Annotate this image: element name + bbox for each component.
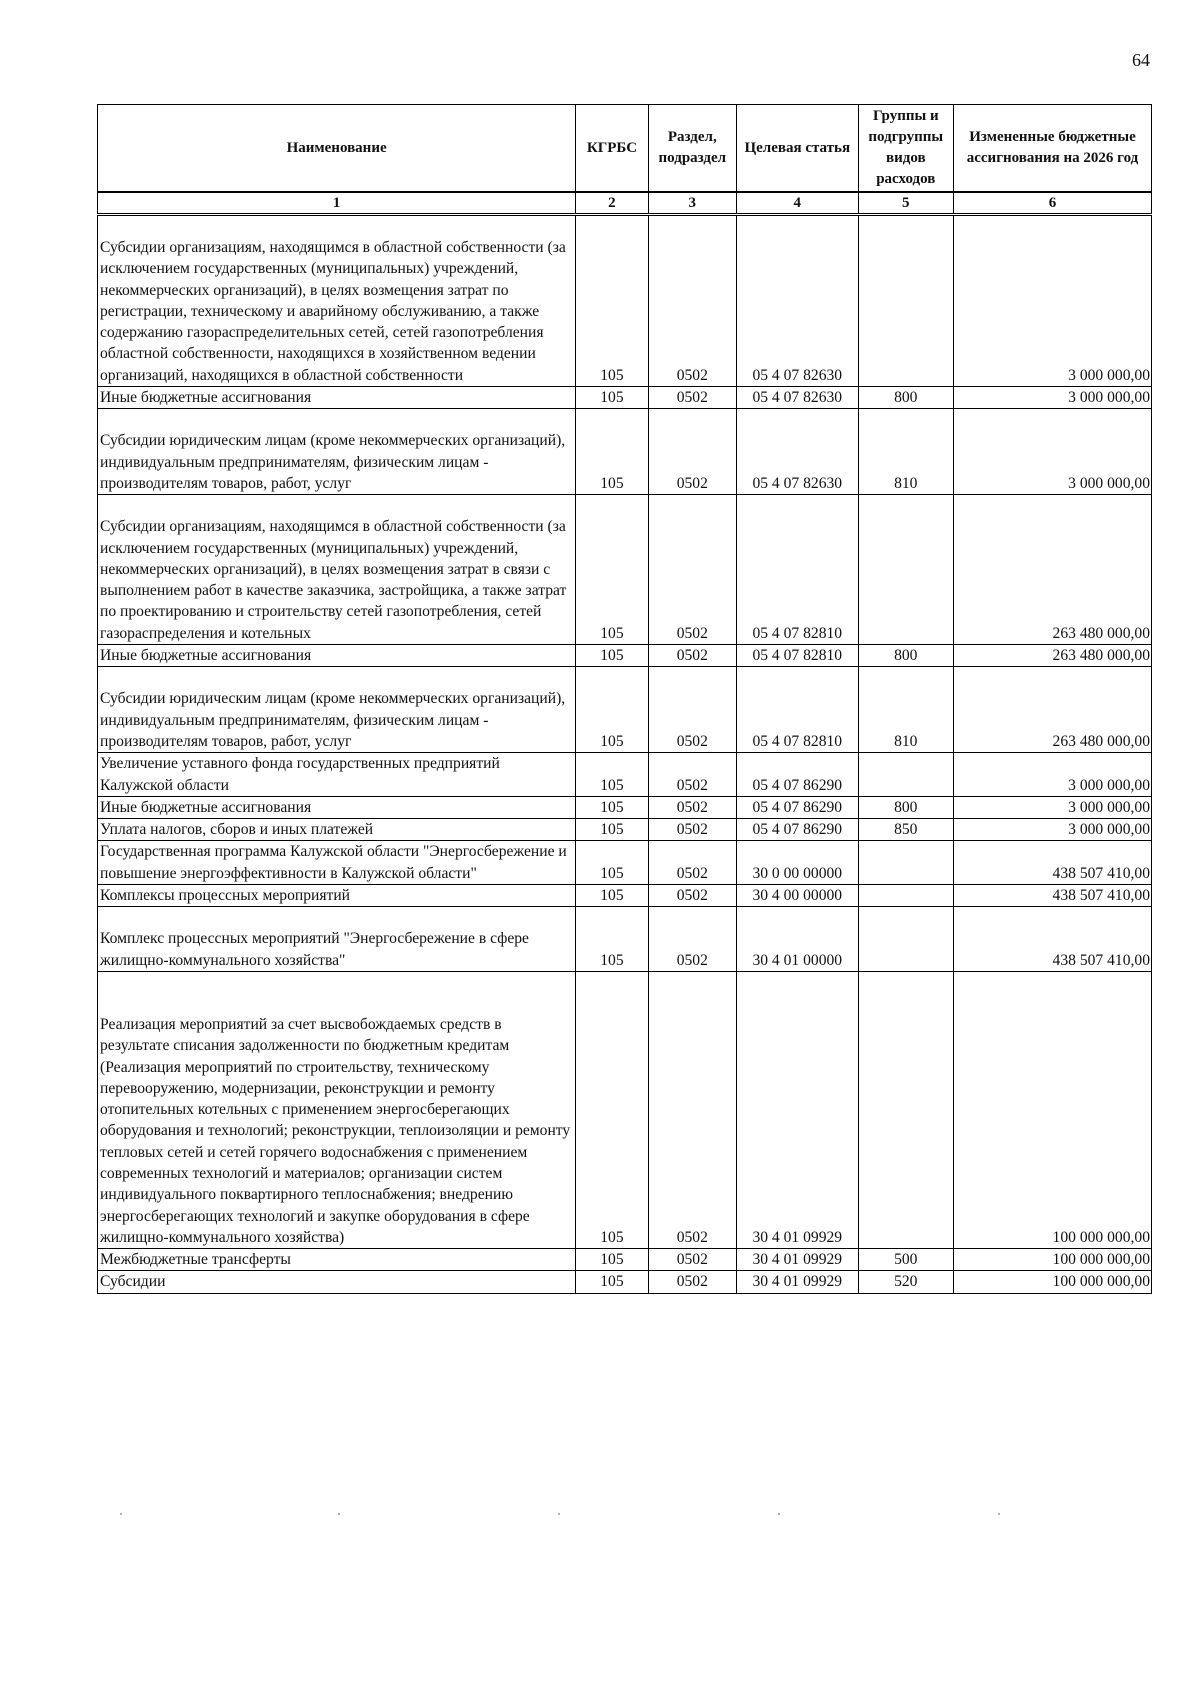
header-amount: Измененные бюджетные ассигнования на 2026 год (954, 105, 1152, 193)
table-row (98, 819, 1152, 841)
row-group (858, 841, 953, 885)
row-group: 800 (858, 796, 953, 818)
row-kgrbs: 105 (576, 907, 648, 972)
column-number: 1 (98, 192, 576, 215)
row-amount: 3 000 000,00 (954, 819, 1152, 841)
row-target: 05 4 07 86290 (737, 753, 859, 797)
row-section: 0502 (648, 841, 736, 885)
row-target: 05 4 07 82630 (737, 387, 859, 409)
row-group (858, 753, 953, 797)
row-amount: 3 000 000,00 (954, 387, 1152, 409)
row-name: Субсидии юридическим лицам (кроме некоммерческих организаций), индивидуальным предпринимателям, физическим лицам - производителям товаров, работ, услуг (98, 667, 576, 753)
table-row (98, 645, 1152, 667)
row-name: Иные бюджетные ассигнования (98, 645, 576, 667)
row-name: Иные бюджетные ассигнования (98, 387, 576, 409)
column-number: 5 (858, 192, 953, 215)
column-number: 2 (576, 192, 648, 215)
row-target: 30 4 00 00000 (737, 885, 859, 907)
table-row (98, 753, 1152, 797)
page-number: 64 (1132, 50, 1150, 70)
row-amount: 3 000 000,00 (954, 796, 1152, 818)
row-section: 0502 (648, 495, 736, 645)
row-section: 0502 (648, 907, 736, 972)
row-group: 800 (858, 387, 953, 409)
row-group (858, 907, 953, 972)
table-row (98, 907, 1152, 972)
row-target: 05 4 07 82810 (737, 645, 859, 667)
row-target: 05 4 07 82810 (737, 495, 859, 645)
row-name: Государственная программа Калужской области "Энергосбережение и повышение энергоэффективности в Калужской области" (98, 841, 576, 885)
header-target: Целевая статья (737, 105, 859, 193)
table-row (98, 885, 1152, 907)
row-group (858, 885, 953, 907)
row-target: 05 4 07 82630 (737, 215, 859, 387)
row-section: 0502 (648, 1271, 736, 1293)
row-name: Уплата налогов, сборов и иных платежей (98, 819, 576, 841)
row-amount: 263 480 000,00 (954, 667, 1152, 753)
row-section: 0502 (648, 1249, 736, 1271)
row-name: Субсидии (98, 1271, 576, 1293)
column-number-row (98, 192, 1152, 215)
row-target: 05 4 07 86290 (737, 819, 859, 841)
row-group (858, 971, 953, 1248)
scan-artifact-dots (120, 1513, 1020, 1517)
row-group: 520 (858, 1271, 953, 1293)
row-name: Комплексы процессных мероприятий (98, 885, 576, 907)
row-amount: 438 507 410,00 (954, 841, 1152, 885)
table-row (98, 841, 1152, 885)
row-amount: 3 000 000,00 (954, 215, 1152, 387)
row-amount: 438 507 410,00 (954, 885, 1152, 907)
row-section: 0502 (648, 387, 736, 409)
row-kgrbs: 105 (576, 215, 648, 387)
header-groups: Группы и подгруппы видов расходов (858, 105, 953, 193)
budget-allocations-table (97, 104, 1152, 1294)
table-row (98, 971, 1152, 1248)
row-section: 0502 (648, 645, 736, 667)
row-group (858, 495, 953, 645)
column-number: 4 (737, 192, 859, 215)
row-name: Реализация мероприятий за счет высвобождаемых средств в результате списания задолженности по бюджетным кредитам (Реализация мероприятий по строительству, техническому перевооружению, модернизации, реконструкции и ремонту отопительных котельных с применением энергосберегающих оборудования и технологий; реконструкции, теплоизоляции и ремонту тепловых сетей и сетей горячего водоснабжения с применением современных технологий и материалов; организации систем индивидуального поквартирного теплоснабжения; внедрению энергосберегающих технологий и закупке оборудования в сфере жилищно-коммунального хозяйства) (98, 971, 576, 1248)
row-kgrbs: 105 (576, 753, 648, 797)
row-group (858, 215, 953, 387)
row-target: 30 4 01 09929 (737, 971, 859, 1248)
row-target: 30 4 01 09929 (737, 1249, 859, 1271)
row-group: 500 (858, 1249, 953, 1271)
row-group: 810 (858, 409, 953, 495)
row-section: 0502 (648, 971, 736, 1248)
row-name: Субсидии юридическим лицам (кроме некоммерческих организаций), индивидуальным предпринимателям, физическим лицам - производителям товаров, работ, услуг (98, 409, 576, 495)
table-row (98, 495, 1152, 645)
row-name: Субсидии организациям, находящимся в областной собственности (за исключением государственных (муниципальных) учреждений, некоммерческих организаций), в целях возмещения затрат в связи с выполнением работ в качестве заказчика, застройщика, а также затрат по проектированию и строительству сетей газопотребления, сетей газораспределения и котельных (98, 495, 576, 645)
row-kgrbs: 105 (576, 885, 648, 907)
row-kgrbs: 105 (576, 667, 648, 753)
header-kgrbs: КГРБС (576, 105, 648, 193)
row-amount: 100 000 000,00 (954, 1271, 1152, 1293)
table-row (98, 409, 1152, 495)
row-amount: 438 507 410,00 (954, 907, 1152, 972)
row-name: Субсидии организациям, находящимся в областной собственности (за исключением государственных (муниципальных) учреждений, некоммерческих организаций), в целях возмещения затрат по регистрации, техническому и аварийному обслуживанию, а также содержанию газораспределительных сетей, сетей газопотребления областной собственности, находящихся в хозяйственном ведении организаций, находящихся в областной собственности (98, 215, 576, 387)
column-number: 3 (648, 192, 736, 215)
row-section: 0502 (648, 409, 736, 495)
row-amount: 100 000 000,00 (954, 971, 1152, 1248)
row-kgrbs: 105 (576, 645, 648, 667)
row-section: 0502 (648, 215, 736, 387)
row-name: Увеличение уставного фонда государственных предприятий Калужской области (98, 753, 576, 797)
row-amount: 263 480 000,00 (954, 495, 1152, 645)
row-name: Межбюджетные трансферты (98, 1249, 576, 1271)
row-amount: 100 000 000,00 (954, 1249, 1152, 1271)
row-group: 850 (858, 819, 953, 841)
table-row (98, 387, 1152, 409)
row-amount: 263 480 000,00 (954, 645, 1152, 667)
row-kgrbs: 105 (576, 796, 648, 818)
table-row (98, 796, 1152, 818)
row-target: 05 4 07 82810 (737, 667, 859, 753)
table-row (98, 215, 1152, 387)
row-target: 30 4 01 09929 (737, 1271, 859, 1293)
row-section: 0502 (648, 667, 736, 753)
row-section: 0502 (648, 753, 736, 797)
header-section: Раздел, подраздел (648, 105, 736, 193)
row-group: 800 (858, 645, 953, 667)
row-amount: 3 000 000,00 (954, 753, 1152, 797)
header-name: Наименование (98, 105, 576, 193)
row-kgrbs: 105 (576, 1271, 648, 1293)
row-target: 30 4 01 00000 (737, 907, 859, 972)
row-name: Иные бюджетные ассигнования (98, 796, 576, 818)
row-target: 05 4 07 86290 (737, 796, 859, 818)
row-kgrbs: 105 (576, 495, 648, 645)
table-row (98, 1249, 1152, 1271)
row-section: 0502 (648, 819, 736, 841)
row-target: 05 4 07 82630 (737, 409, 859, 495)
row-group: 810 (858, 667, 953, 753)
row-kgrbs: 105 (576, 387, 648, 409)
row-section: 0502 (648, 796, 736, 818)
table-row (98, 667, 1152, 753)
table-row (98, 1271, 1152, 1293)
row-kgrbs: 105 (576, 409, 648, 495)
table-header-row (98, 105, 1152, 193)
row-target: 30 0 00 00000 (737, 841, 859, 885)
row-kgrbs: 105 (576, 819, 648, 841)
row-name: Комплекс процессных мероприятий "Энергосбережение в сфере жилищно-коммунального хозяйства" (98, 907, 576, 972)
row-kgrbs: 105 (576, 1249, 648, 1271)
row-kgrbs: 105 (576, 971, 648, 1248)
column-number: 6 (954, 192, 1152, 215)
row-amount: 3 000 000,00 (954, 409, 1152, 495)
row-section: 0502 (648, 885, 736, 907)
row-kgrbs: 105 (576, 841, 648, 885)
